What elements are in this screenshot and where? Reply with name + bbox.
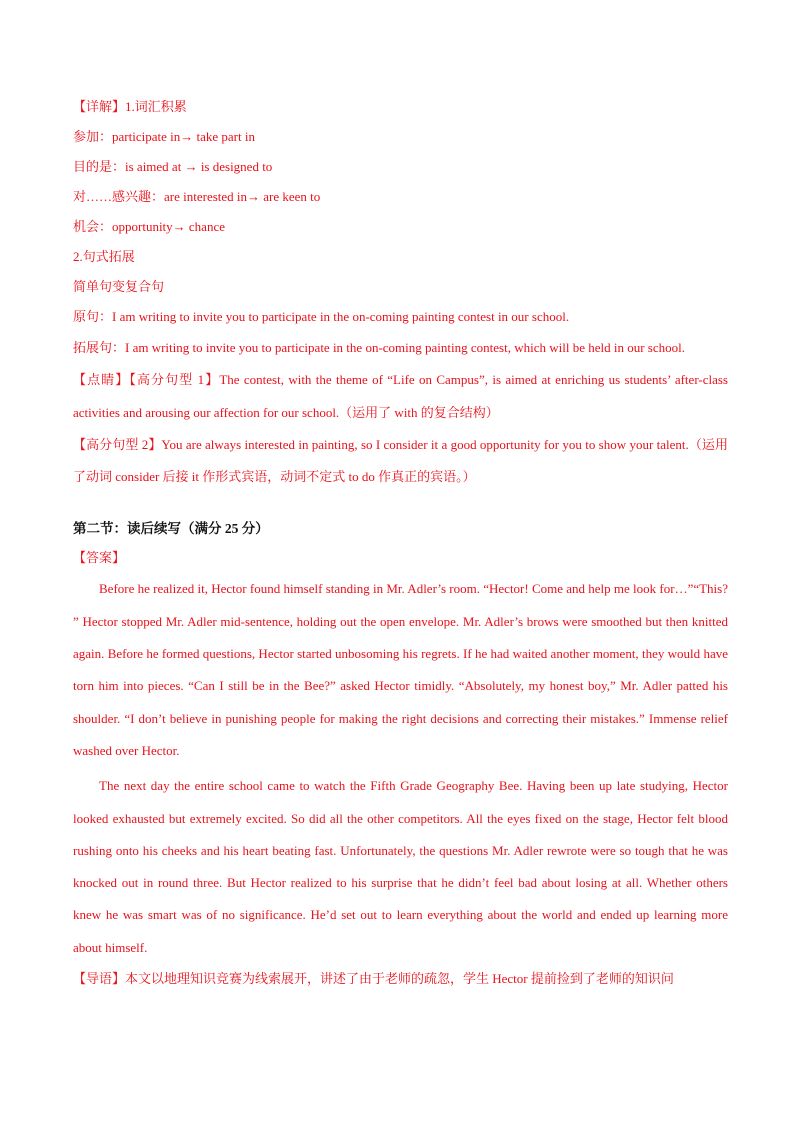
answer-paragraph: The next day the entire school came to watch the Fifth Grade Geography Bee. Having been up late studying, Hector looked exhausted but extremely excited. So did all the other competitors. All the eyes fixed on the stage, Hector felt blood rushing onto his cheeks and his heart beating fast. Unfortunately, the questions Mr. Adler rewrote were so tough that he was knocked out in round three. But Hector realized to his surprise that he didn’t feel bad about losing at all. Whether others knew he was smart was of no significance. He’d set out to learn everything about the world and ended up learning more about himself. <box>73 778 728 955</box>
highlight-sentence-1: 【点睛】【高分句型 1】The contest, with the theme of “Life on Campus”, is aimed at enriching us students’ after-class activities and arousing our affection for our school.（运用了 with 的复合结构） <box>73 372 728 420</box>
sentence-heading: 2.句式拓展 <box>73 249 135 264</box>
vocab-heading: 【详解】1.词汇积累 <box>73 99 187 114</box>
answer-label: 【答案】 <box>73 550 126 566</box>
vocab-item: 目的是：is aimed at → is designed to <box>73 159 273 174</box>
expanded-sentence: 拓展句：I am writing to invite you to participate in the on-coming painting contest, which will be held in our school. <box>73 340 685 355</box>
sentence-subheading: 简单句变复合句 <box>73 279 165 294</box>
document-page <box>73 92 728 994</box>
vocab-item: 机会：opportunity→ chance <box>73 219 225 234</box>
original-sentence: 原句：I am writing to invite you to participate in the on-coming painting contest in our school. <box>73 309 570 324</box>
vocab-item: 对……感兴趣：are interested in→ are keen to <box>73 189 321 204</box>
guide-text: 【导语】本文以地理知识竞赛为线索展开，讲述了由于老师的疏忽，学生 Hector 提前捡到了老师的知识问 <box>73 971 674 987</box>
answer-paragraph: Before he realized it, Hector found himself standing in Mr. Adler’s room. “Hector! Come and help me look for…”“This? ” Hector stopped Mr. Adler mid-sentence, holding out the open envelope. Mr. Adler’s brows were smoothed but then knitted again. Before he formed questions, Hector started unbosoming his regrets. If he had waited another moment, they would have torn him into pieces. “Can I still be in the Bee?” asked Hector timidly. “Absolutely, my honest boy,” Mr. Adler patted his shoulder. “I don’t believe in punishing people for making the right decisions and correcting their mistakes.” Immense relief washed over Hector. <box>73 581 728 758</box>
vocab-item: 参加：participate in→ take part in <box>73 129 255 144</box>
section-title: 第二节：读后续写（满分 25 分） <box>73 521 269 537</box>
highlight-sentence-2: 【高分句型 2】You are always interested in painting, so I consider it a good opportunity for you to show your talent.（运用了动词 consider 后接 it 作形式宾语，动词不定式 to do 作真正的宾语。） <box>73 436 728 485</box>
